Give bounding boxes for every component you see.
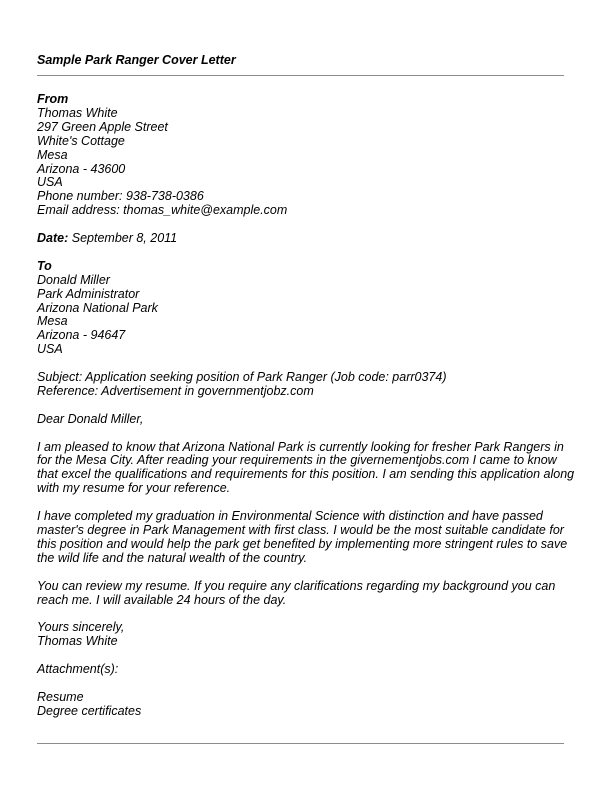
paragraph-line: I am pleased to know that Arizona National Park is currently looking for fresher Park Rangers in xyxy=(37,439,564,454)
from-line: Thomas White xyxy=(37,105,118,120)
paragraph-line: that excel the qualifications and requirements for this position. I am sending this application along xyxy=(37,467,575,482)
spacer xyxy=(37,246,564,260)
to-line: Park Administrator xyxy=(37,286,140,301)
closing-line: Yours sincerely, xyxy=(37,620,125,635)
spacer xyxy=(37,649,564,663)
paragraph-line: the wild life and the natural wealth of the country. xyxy=(37,550,308,565)
from-line: White's Cottage xyxy=(37,133,125,148)
date-line xyxy=(37,232,564,246)
attachment-item: Resume xyxy=(37,689,84,704)
date-label: Date: xyxy=(37,231,69,246)
spacer xyxy=(37,357,564,371)
attachments-label: Attachment(s): xyxy=(37,662,119,677)
top-divider xyxy=(37,75,564,76)
from-line: USA xyxy=(37,175,63,190)
spacer xyxy=(37,218,564,232)
bottom-divider xyxy=(37,743,564,744)
reference-line: Reference: Advertisement in governmentjobz.com xyxy=(37,383,314,398)
from-line: Email address: thomas_white@example.com xyxy=(37,203,288,218)
from-line: Mesa xyxy=(37,147,68,162)
date-value: September 8, 2011 xyxy=(68,231,178,246)
spacer xyxy=(37,566,564,580)
paragraph-line: I have completed my graduation in Environmental Science with distinction and have passed xyxy=(37,509,543,524)
from-line: Phone number: 938-738-0386 xyxy=(37,189,204,204)
from-line: Arizona - 43600 xyxy=(37,161,126,176)
to-line: Arizona - 94647 xyxy=(37,328,126,343)
attachment-item: Degree certificates xyxy=(37,703,142,718)
paragraph-line: for the Mesa City. After reading your requirements in the givernementjobs.com I came to know xyxy=(37,453,557,468)
spacer xyxy=(37,607,564,621)
spacer xyxy=(37,496,564,510)
paragraph-line: with my resume for your reference. xyxy=(37,481,231,496)
subject-line: Subject: Application seeking position of Park Ranger (Job code: parr0374) xyxy=(37,370,447,385)
spacer xyxy=(37,677,564,691)
from-line: 297 Green Apple Street xyxy=(37,119,168,134)
spacer xyxy=(37,427,564,441)
to-heading: To xyxy=(37,258,52,273)
paragraph-line: this position and would help the park get benefited by implementing more stringent rules to save xyxy=(37,536,568,551)
paragraph-line: master's degree in Park Management with first class. I would be the most suitable candidate for xyxy=(37,523,564,537)
signature-name: Thomas White xyxy=(37,634,118,649)
paragraph-line: reach me. I will available 24 hours of the day. xyxy=(37,592,287,607)
spacer xyxy=(37,399,564,413)
to-line: Mesa xyxy=(37,314,68,329)
from-heading: From xyxy=(37,92,69,106)
to-line: Arizona National Park xyxy=(37,300,158,315)
letter-body xyxy=(37,92,575,719)
to-line: USA xyxy=(37,342,63,357)
page-title: Sample Park Ranger Cover Letter xyxy=(37,53,236,67)
salutation: Dear Donald Miller, xyxy=(37,411,144,426)
to-line: Donald Miller xyxy=(37,272,110,287)
paragraph-line: You can review my resume. If you require any clarifications regarding my background you can xyxy=(37,578,556,593)
